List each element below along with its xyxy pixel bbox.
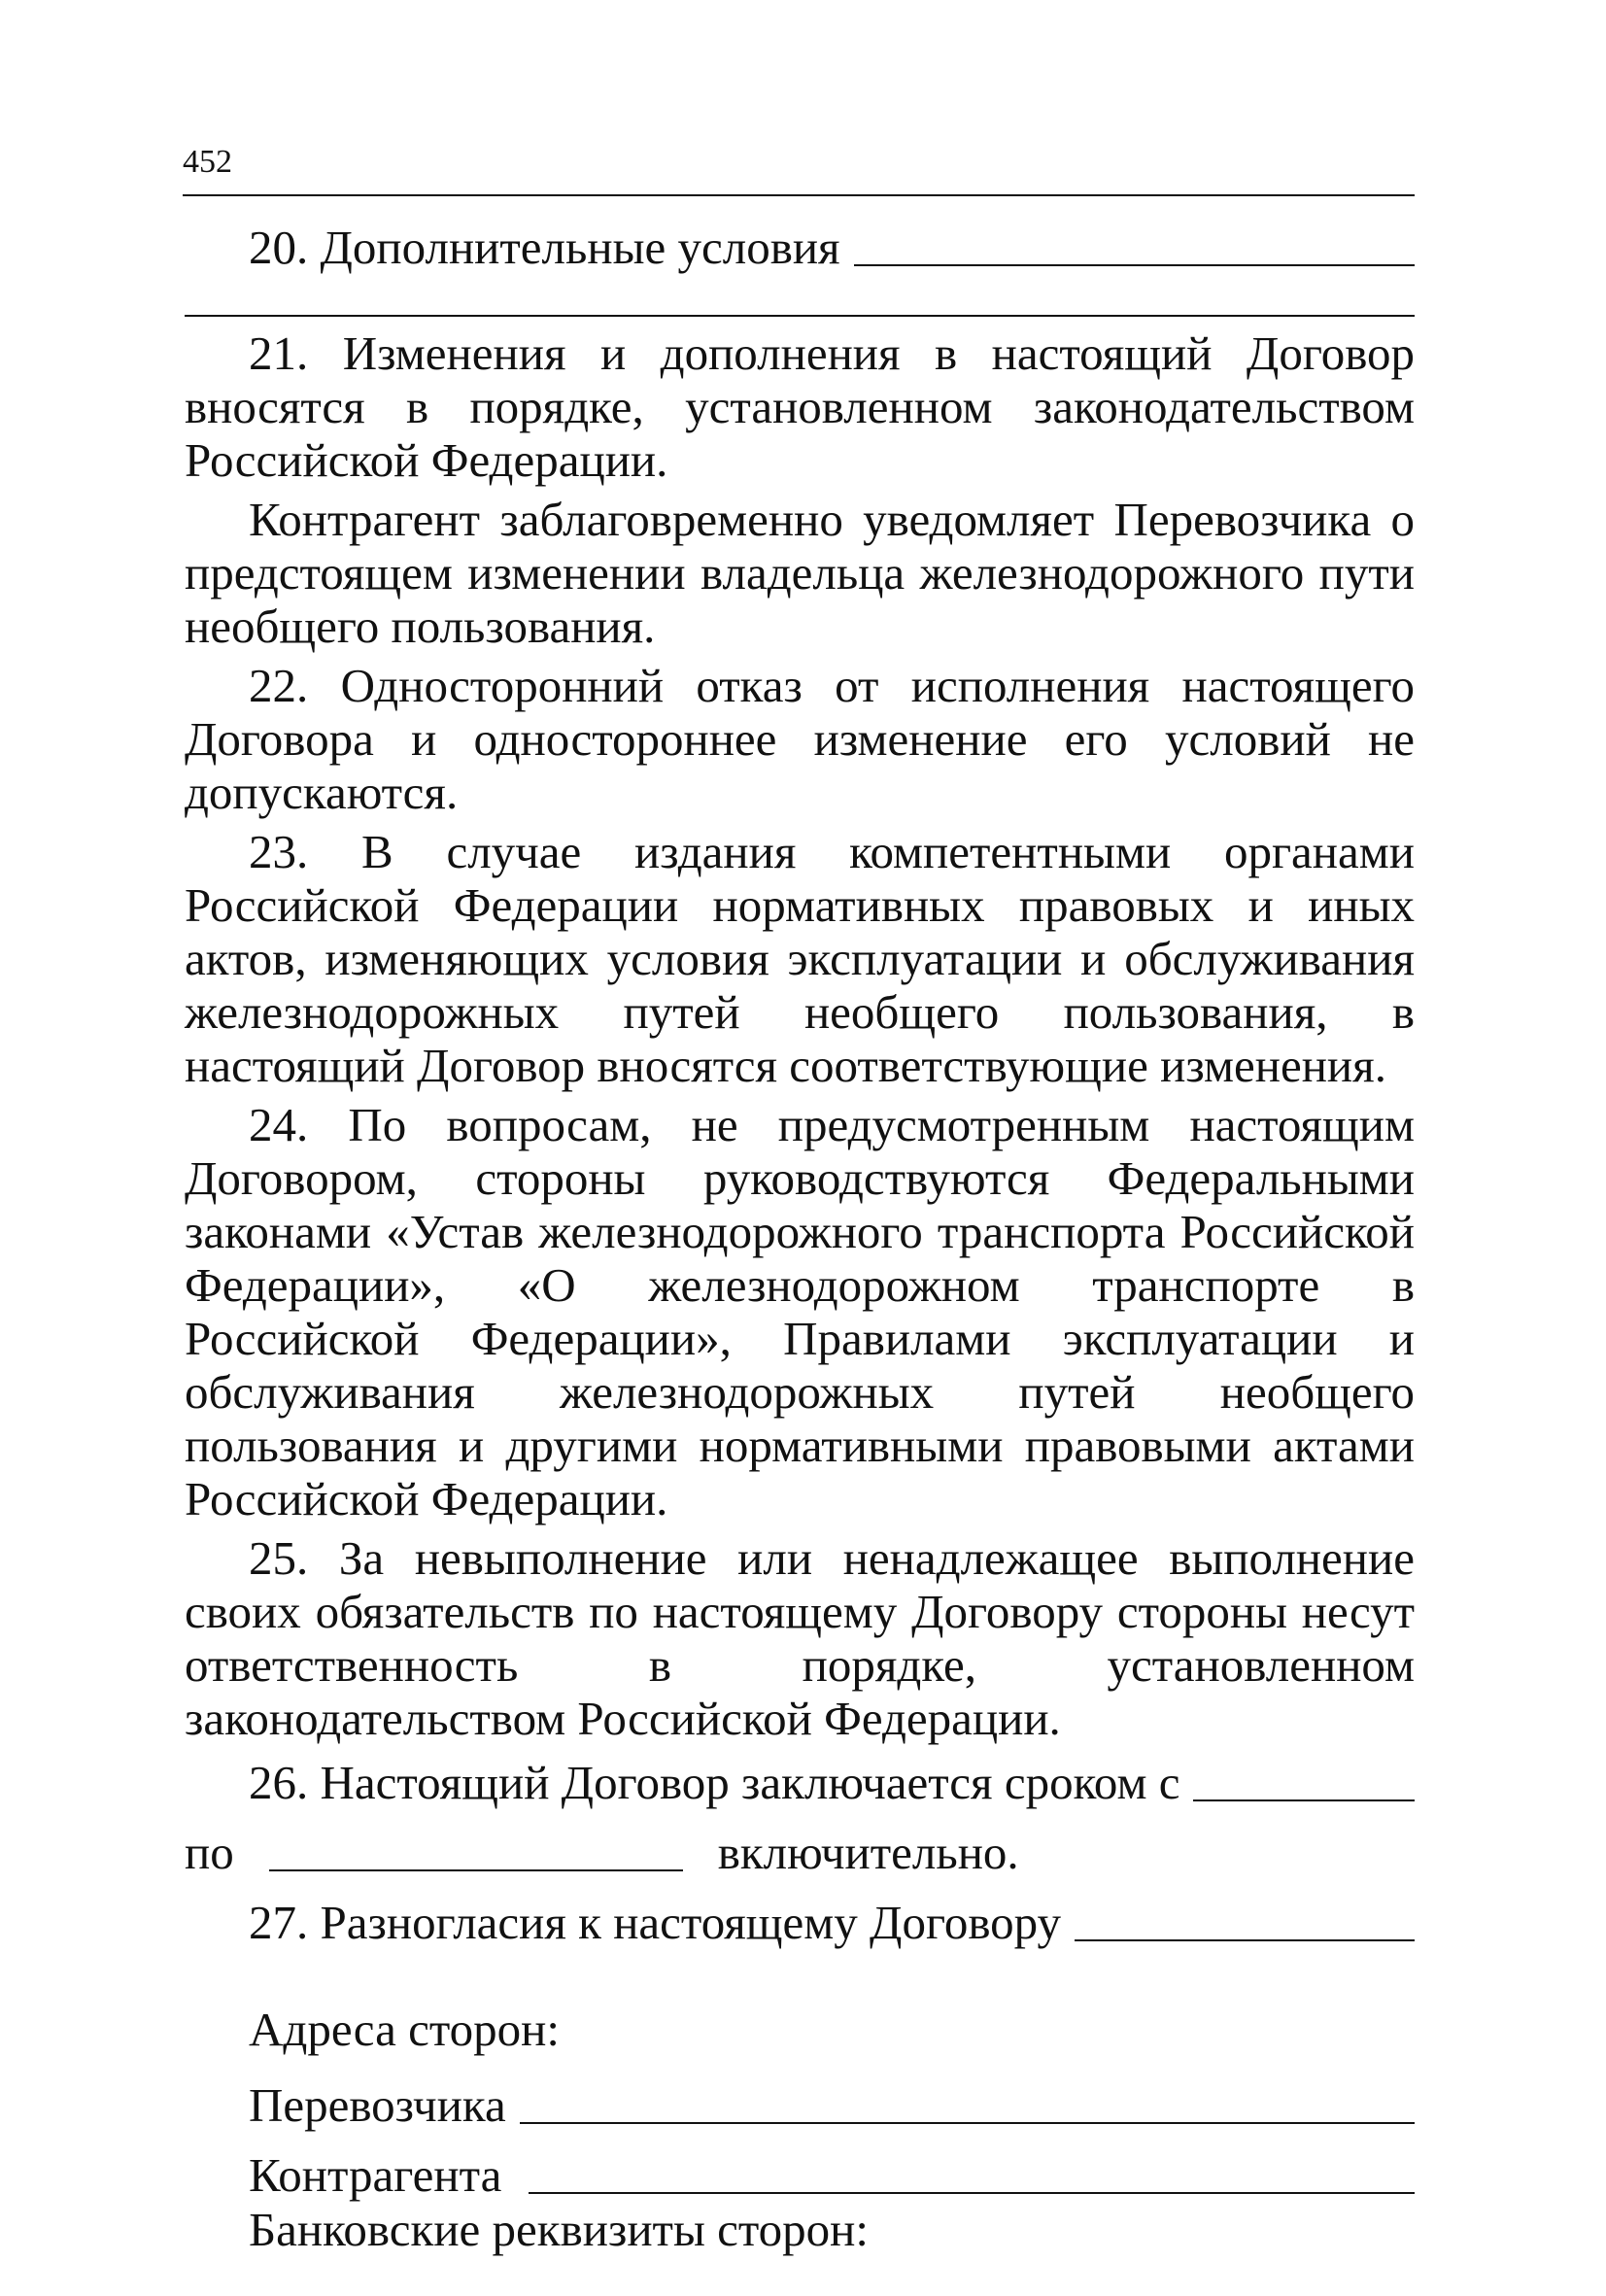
section-27 xyxy=(185,1891,1415,1949)
section-23: 23. В случае издания компетентными органами Российской Федерации нормативных правовых и иных актов, изменяющих условия эксплуатации и обслуживания железнодорожных путей необщего пользования, в настоящий Договор вносятся соответствующие изменения. xyxy=(185,825,1415,1092)
page-number: 452 xyxy=(183,144,232,180)
document-body xyxy=(185,210,1415,2256)
counterparty-address xyxy=(185,2143,1415,2202)
section-27-label: 27. Разногласия к настоящему Договору xyxy=(249,1896,1061,1949)
addresses-heading: Адреса сторон: xyxy=(249,2003,560,2056)
counterparty-address-label: Контрагента xyxy=(249,2148,502,2202)
section-21-paragraph-1: 21. Изменения и дополнения в настоящий Договор вносятся в порядке, установленном законодательством Российской Федерации. xyxy=(185,326,1415,487)
carrier-address-label: Перевозчика xyxy=(249,2078,506,2132)
section-26-start-blank xyxy=(1193,1799,1415,1801)
counterparty-address-blank xyxy=(529,2192,1415,2194)
section-24: 24. По вопросам, не предусмотренным настоящим Договором, стороны руководствуются Федеральными законами «Устав железнодорожного транспорта Российской Федерации», «О железнодорожном транспорте в Российской Федерации», Правилами эксплуатации и обслуживания железнодорожных путей необщего пользования и другими нормативными правовыми актами Российской Федерации. xyxy=(185,1098,1415,1525)
header-rule xyxy=(183,194,1415,196)
section-26-end-blank xyxy=(269,1869,683,1871)
bank-details-line xyxy=(185,2202,1415,2256)
section-20 xyxy=(185,210,1415,274)
section-27-blank xyxy=(1075,1939,1415,1941)
section-26-by-label: по xyxy=(185,1826,234,1879)
bank-details-heading: Банковские реквизиты сторон: xyxy=(249,2203,869,2256)
carrier-address-blank xyxy=(520,2122,1415,2124)
section-25: 25. За невыполнение или ненадлежащее выполнение своих обязательств по настоящему Договору стороны несут ответственность в порядке, установленном законодательством Российской Федерации. xyxy=(185,1531,1415,1745)
carrier-address xyxy=(185,2073,1415,2132)
section-22: 22. Односторонний отказ от исполнения настоящего Договора и одностороннее изменение его условий не допускаются. xyxy=(185,659,1415,819)
section-26 xyxy=(185,1751,1415,1809)
section-26-period xyxy=(185,1821,1415,1879)
section-20-blank xyxy=(854,264,1415,266)
addresses-heading-line xyxy=(185,1998,1415,2056)
section-26-inclusive-label: включительно. xyxy=(717,1826,1019,1879)
section-20-label: 20. Дополнительные условия xyxy=(249,221,840,274)
section-21-paragraph-2: Контрагент заблаговременно уведомляет Перевозчика о предстоящем изменении владельца железнодорожного пути необщего пользования. xyxy=(185,493,1415,653)
section-26-label: 26. Настоящий Договор заключается сроком с xyxy=(249,1756,1180,1809)
